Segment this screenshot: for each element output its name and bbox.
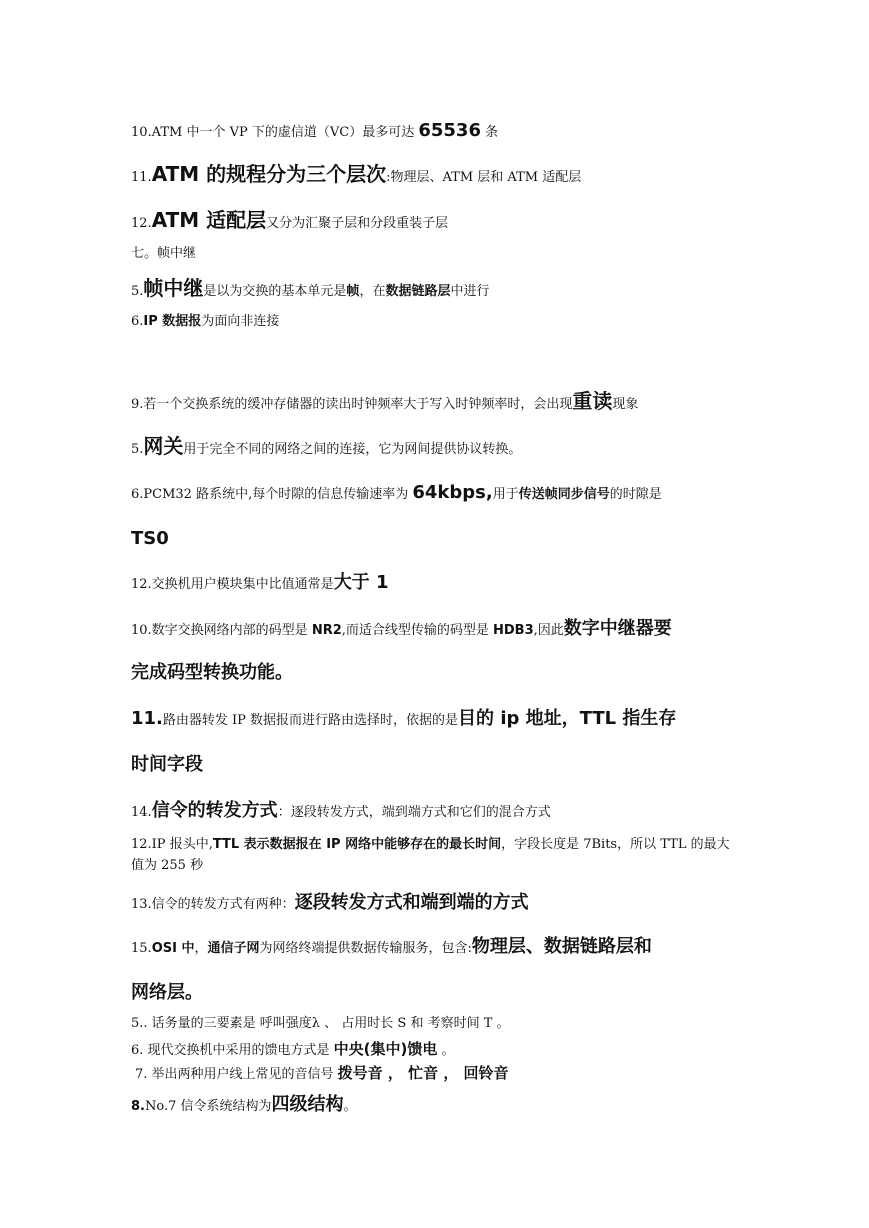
emphasis: 时间字段: [131, 754, 203, 775]
line-frame-relay: [131, 276, 741, 300]
text: 现象: [612, 397, 639, 412]
text: ,因此: [533, 623, 564, 638]
line-atm-vc: [131, 120, 741, 142]
text: 6.: [131, 314, 144, 329]
text: 5.. 话务量的三要素是 呼叫强度λ 、 占用时长 S 和 考察时间 T 。: [131, 1016, 510, 1031]
line-code-type-cont: [131, 662, 741, 684]
text: 12.IP 报头中,: [131, 837, 213, 852]
emphasis: ATM 适配层: [151, 208, 267, 232]
text: 6.PCM32 路系统中,每个时隙的信息传输速率为: [131, 487, 413, 502]
text: 13.信令的转发方式有两种：: [131, 897, 295, 912]
text: :物理层、ATM 层和 ATM 适配层: [386, 170, 582, 185]
line-atm-layers: [131, 162, 741, 186]
emphasis: 目的 ip 地址，TTL 指生存: [458, 708, 677, 729]
emphasis: 网关: [143, 434, 184, 458]
section-heading-frame-relay: [131, 246, 741, 262]
line-signaling-two-modes: [131, 892, 741, 914]
text: 用于: [492, 487, 519, 502]
text: 。: [437, 1043, 455, 1058]
line-no7: [131, 1094, 741, 1116]
emphasis: TS0: [131, 528, 169, 549]
line-ttl: [131, 834, 741, 876]
emphasis: OSI 中: [151, 941, 195, 956]
text: 9.若一个交换系统的缓冲存储器的读出时钟频率大于写入时钟频率时，会出现: [131, 397, 573, 412]
line-osi: [131, 936, 741, 958]
text: 的时隙是: [609, 487, 662, 502]
emphasis: NR2: [311, 623, 342, 638]
text: ，在: [359, 284, 386, 299]
text: 为面向非连接: [201, 314, 280, 329]
line-signaling-modes: [131, 800, 741, 822]
emphasis: 11.: [131, 708, 163, 729]
line-pcm32: [131, 482, 741, 504]
emphasis: HDB3: [493, 623, 534, 638]
line-router: [131, 708, 741, 730]
emphasis: 重读: [572, 389, 613, 413]
text: 又分为汇聚子层和分段重装子层: [266, 216, 449, 231]
text: 11.: [131, 170, 152, 185]
line-ip-datagram: [131, 314, 741, 330]
text: ：逐段转发方式，端到端方式和它们的混合方式: [277, 805, 551, 820]
text: 5.: [131, 442, 144, 457]
emphasis: 数据链路层: [385, 284, 451, 299]
emphasis: 帧中继: [143, 276, 204, 300]
emphasis: 拨号音 ， 忙音 ， 回铃音: [337, 1064, 509, 1082]
emphasis: ATM 的规程分为三个层次: [151, 162, 387, 186]
text: 15.: [131, 941, 152, 956]
line-tones: [135, 1064, 741, 1083]
text: 为网络终端提供数据传输服务，包含:: [259, 941, 472, 956]
text: 14.: [131, 805, 152, 820]
emphasis: 通信子网: [207, 941, 260, 956]
line-traffic-elements: [131, 1016, 741, 1032]
emphasis: 物理层、数据链路层和: [471, 936, 652, 957]
text: 12.: [131, 216, 152, 231]
text: 。: [343, 1099, 357, 1114]
text: 10.数字交换网络内部的码型是: [131, 623, 312, 638]
text: 条: [480, 125, 499, 140]
text: 是以为交换的基本单元是: [203, 284, 347, 299]
text: ，: [194, 941, 208, 956]
text: 路由器转发 IP 数据报而进行路由选择时，依据的是: [162, 713, 459, 728]
line-router-cont: [131, 754, 741, 776]
emphasis: 帧: [346, 284, 360, 299]
text: 10.ATM 中一个 VP 下的虚信道（VC）最多可达: [131, 125, 419, 140]
emphasis: 四级结构: [271, 1094, 344, 1115]
emphasis: 中央(集中)馈电: [333, 1040, 438, 1058]
emphasis: 完成码型转换功能。: [131, 662, 293, 683]
line-osi-cont: [131, 982, 741, 1004]
emphasis: IP 数据报: [143, 314, 202, 329]
emphasis: 传送帧同步信号: [518, 487, 610, 502]
text: 5.: [131, 284, 144, 299]
emphasis: 64kbps,: [412, 482, 493, 503]
line-atm-aal: [131, 208, 741, 232]
text: ，字段长度是 7Bits，所以 TTL 的最大值为 255 秒: [131, 837, 730, 873]
line-gateway: [131, 434, 741, 458]
text: 用于完全不同的网络之间的连接，它为网间提供协议转换。: [183, 442, 522, 457]
line-code-type: [131, 618, 741, 640]
text: 7. 举出两种用户线上常见的音信号: [135, 1067, 338, 1082]
emphasis: 数字中继器要: [563, 618, 672, 639]
emphasis: 65536: [418, 120, 481, 141]
line-ts0: [131, 528, 741, 550]
line-feeding: [131, 1040, 741, 1059]
text: 七。帧中继: [131, 246, 197, 261]
line-concentration-ratio: [131, 572, 741, 594]
emphasis: 信令的转发方式: [151, 800, 278, 821]
emphasis: 8.: [131, 1099, 145, 1114]
text: 6. 现代交换机中采用的馈电方式是: [131, 1043, 334, 1058]
text: ,而适合线型传输的码型是: [341, 623, 494, 638]
line-buffer-reread: [131, 389, 741, 413]
text: 中进行: [450, 284, 490, 299]
emphasis: 网络层。: [131, 982, 203, 1003]
emphasis: 逐段转发方式和端到端的方式: [294, 892, 529, 913]
emphasis: TTL 表示数据报在 IP 网络中能够存在的最长时间: [212, 837, 502, 852]
text: No.7 信令系统结构为: [144, 1099, 272, 1114]
emphasis: 大于 1: [333, 572, 389, 593]
text: 12.交换机用户模块集中比值通常是: [131, 577, 334, 592]
